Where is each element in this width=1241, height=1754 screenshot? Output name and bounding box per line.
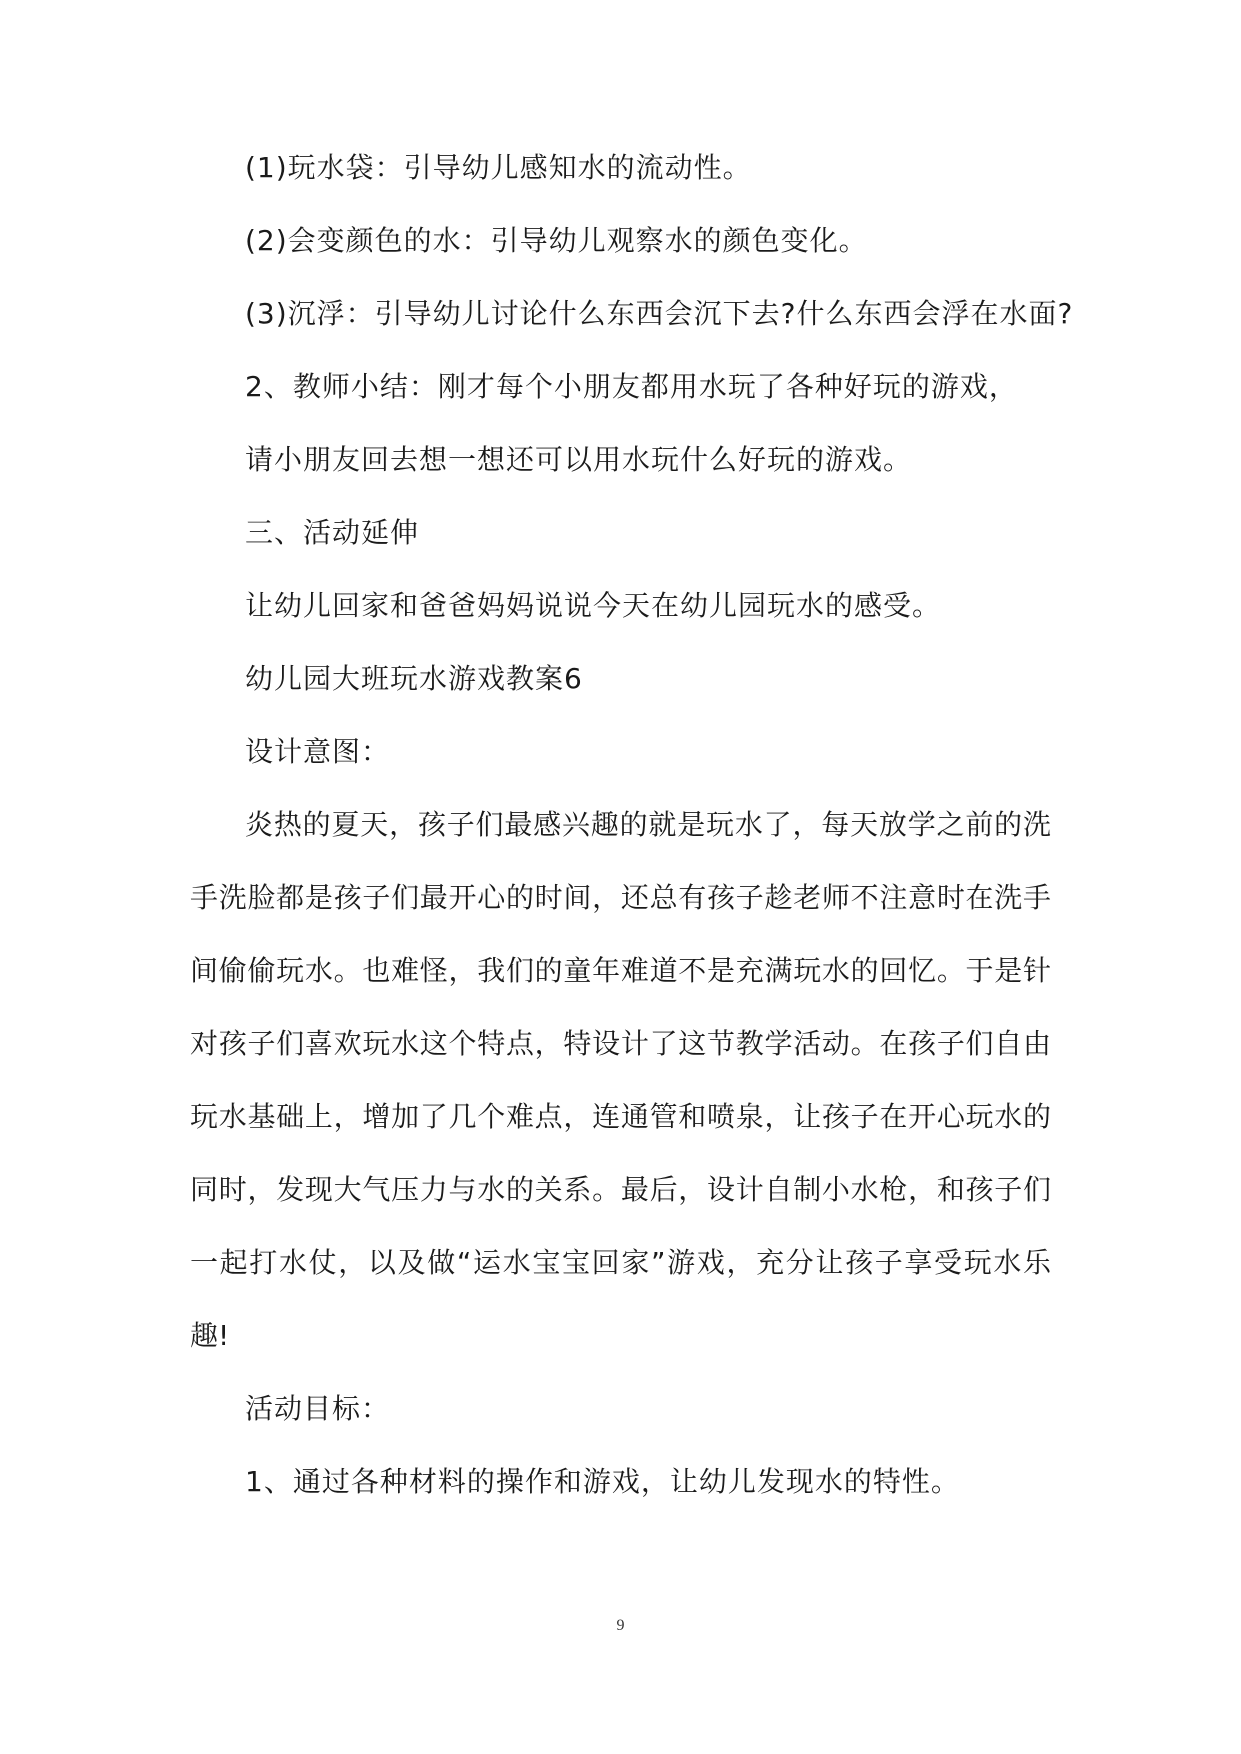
paragraph-line: 手洗脸都是孩子们最开心的时间，还总有孩子趁老师不注意时在洗手 [190, 881, 1051, 914]
design-intent-heading: 设计意图： [245, 735, 391, 768]
paragraph-line: 间偷偷玩水。也难怪，我们的童年难道不是充满玩水的回忆。于是针 [190, 954, 1051, 987]
activity-goal-item: 1、通过各种材料的操作和游戏，让幼儿发现水的特性。 [245, 1465, 960, 1498]
teacher-summary-continuation: 请小朋友回去想一想还可以用水玩什么好玩的游戏。 [245, 443, 913, 476]
paragraph-line: 同时，发现大气压力与水的关系。最后，设计自制小水枪，和孩子们 [190, 1173, 1051, 1206]
paragraph-line: 对孩子们喜欢玩水这个特点，特设计了这节教学活动。在孩子们自由 [190, 1027, 1051, 1060]
paragraph-line: 玩水基础上，增加了几个难点，连通管和喷泉，让孩子在开心玩水的 [190, 1100, 1051, 1133]
teacher-summary-line: 2、教师小结：刚才每个小朋友都用水玩了各种好玩的游戏， [245, 370, 1018, 403]
paragraph-line: 一起打水仗，以及做“运水宝宝回家”游戏，充分让孩子享受玩水乐 [190, 1246, 1051, 1279]
extension-text: 让幼儿回家和爸爸妈妈说说今天在幼儿园玩水的感受。 [245, 589, 942, 622]
page-number: 9 [616, 1617, 625, 1634]
list-item-color-water: (2)会变颜色的水：引导幼儿观察水的颜色变化。 [245, 224, 868, 257]
lesson-plan-title: 幼儿园大班玩水游戏教案6 [245, 662, 583, 695]
paragraph-line: 趣! [190, 1319, 230, 1352]
activity-goals-heading: 活动目标： [245, 1392, 391, 1425]
paragraph-line: 炎热的夏天，孩子们最感兴趣的就是玩水了，每天放学之前的洗 [245, 808, 1051, 841]
list-item-sink-float: (3)沉浮：引导幼儿讨论什么东西会沉下去?什么东西会浮在水面? [245, 297, 1074, 330]
section-heading-extension: 三、活动延伸 [245, 516, 420, 549]
list-item-water-bag: (1)玩水袋：引导幼儿感知水的流动性。 [245, 151, 752, 184]
